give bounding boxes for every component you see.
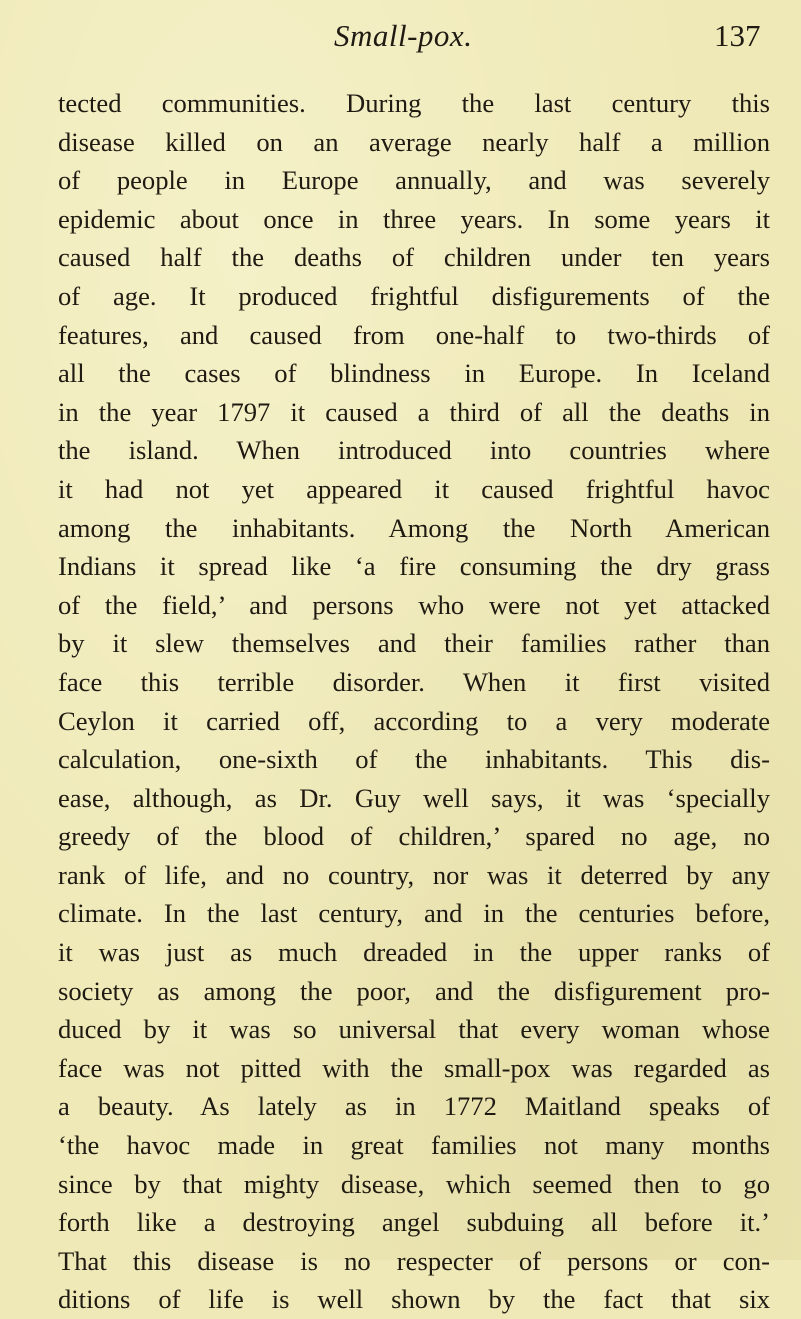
text-line: of age. It produced frightful disfigurements of the	[58, 280, 770, 311]
text-line: disease killed on an average nearly half a million	[58, 126, 770, 157]
text-line: features, and caused from one-half to two-thirds of	[58, 319, 770, 350]
text-line: epidemic about once in three years. In some years it	[58, 203, 770, 234]
text-line: society as among the poor, and the disfigurement pro-	[58, 975, 770, 1006]
text-line: duced by it was so universal that every woman whose	[58, 1014, 770, 1045]
text-line: since by that mighty disease, which seemed then to go	[58, 1168, 770, 1199]
text-line: face this terrible disorder. When it first visited	[58, 666, 770, 697]
text-line: calculation, one-sixth of the inhabitants. This dis-	[58, 744, 770, 775]
text-line: forth like a destroying angel subduing all before it.’	[58, 1207, 770, 1238]
text-line: the island. When introduced into countries where	[58, 435, 770, 466]
text-line: by it slew themselves and their families rather than	[58, 628, 770, 659]
text-line: among the inhabitants. Among the North American	[58, 512, 770, 543]
text-line: of people in Europe annually, and was severely	[58, 165, 770, 196]
text-line: Ceylon it carried off, according to a very moderate	[58, 705, 770, 736]
text-line: That this disease is no respecter of persons or con-	[58, 1245, 770, 1276]
text-line: Indians it spread like ‘a fire consuming the dry grass	[58, 551, 770, 582]
page-number: 137	[714, 18, 761, 53]
text-line: face was not pitted with the small-pox was regarded as	[58, 1052, 770, 1083]
text-line: ditions of life is well shown by the fact that six	[58, 1284, 770, 1315]
text-line: ease, although, as Dr. Guy well says, it was ‘specially	[58, 782, 770, 813]
body-text	[58, 84, 770, 1319]
text-line: in the year 1797 it caused a third of all the deaths in	[58, 396, 770, 427]
running-head	[0, 16, 801, 60]
text-line: it was just as much dreaded in the upper ranks of	[58, 937, 770, 968]
text-line: caused half the deaths of children under ten years	[58, 242, 770, 273]
running-title: Small-pox.	[334, 18, 473, 53]
text-line: climate. In the last century, and in the centuries before,	[58, 898, 770, 929]
text-line: ‘the havoc made in great families not many months	[58, 1130, 770, 1161]
text-line: rank of life, and no country, nor was it deterred by any	[58, 859, 770, 890]
text-line: tected communities. During the last century this	[58, 88, 770, 118]
text-line: a beauty. As lately as in 1772 Maitland speaks of	[58, 1091, 770, 1122]
text-line: greedy of the blood of children,’ spared no age, no	[58, 821, 770, 852]
text-line: it had not yet appeared it caused frightful havoc	[58, 473, 770, 504]
text-line: all the cases of blindness in Europe. In Iceland	[58, 358, 770, 389]
text-line: of the field,’ and persons who were not yet attacked	[58, 589, 770, 620]
